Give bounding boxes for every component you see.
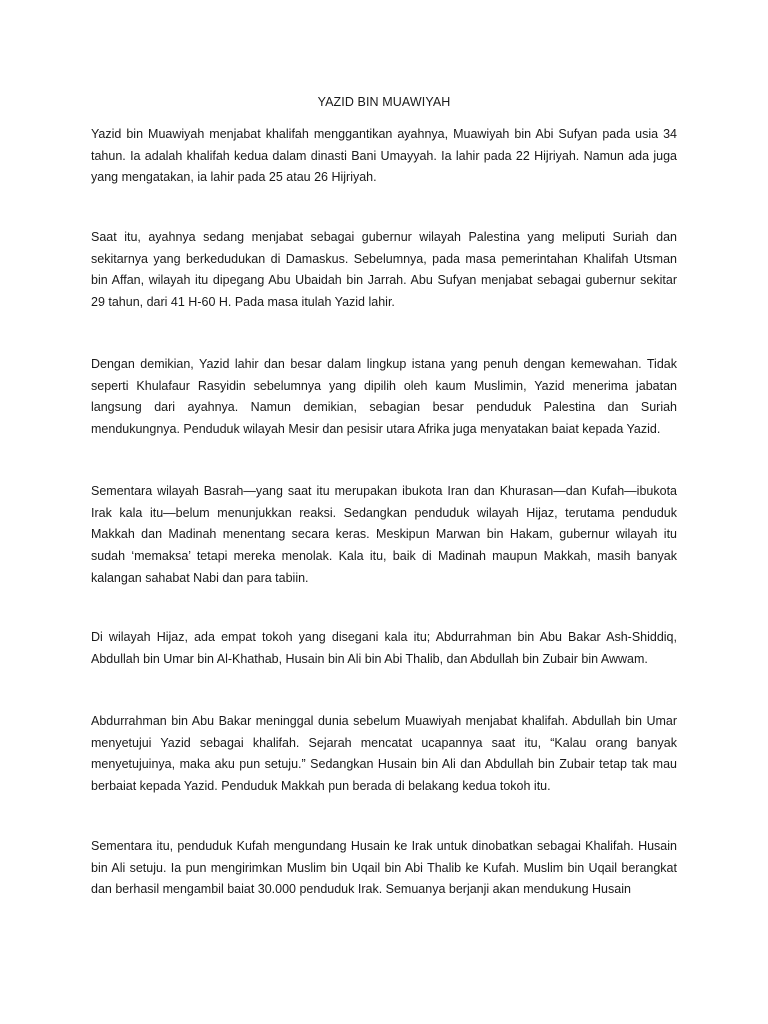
paragraph-6: Abdurrahman bin Abu Bakar meninggal dunia sebelum Muawiyah menjabat khalifah. Abdullah bin Umar menyetujui Yazid sebagai khalifah. Sejarah mencatat ucapannya saat itu, “Kalau orang banyak menyetujuinya, maka aku pun setuju.” Sedangkan Husain bin Ali dan Abdullah bin Zubair tetap tak mau berbaiat kepada Yazid. Penduduk Makkah pun berada di belakang kedua tokoh itu. [91,714,677,794]
document-title: YAZID BIN MUAWIYAH [317,95,451,109]
paragraph-3: Dengan demikian, Yazid lahir dan besar dalam lingkup istana yang penuh dengan kemewahan. Tidak seperti Khulafaur Rasyidin sebelumnya yang dipilih oleh kaum Muslimin, Yazid menerima jabatan langsung dari ayahnya. Namun demikian, sebagian besar penduduk Palestina dan Suriah mendukungnya. Penduduk wilayah Mesir dan pesisir utara Afrika juga menyatakan baiat kepada Yazid. [91,357,677,437]
paragraph-1: Yazid bin Muawiyah menjabat khalifah menggantikan ayahnya, Muawiyah bin Abi Sufyan pada usia 34 tahun. Ia adalah khalifah kedua dalam dinasti Bani Umayyah. Ia lahir pada 22 Hijriyah. Namun ada juga yang mengatakan, ia lahir pada 25 atau 26 Hijriyah. [91,127,677,185]
paragraph-4: Sementara wilayah Basrah—yang saat itu merupakan ibukota Iran dan Khurasan—dan Kufah—ibukota Irak kala itu—belum menunjukkan reaksi. Sedangkan penduduk wilayah Hijaz, terutama penduduk Makkah dan Madinah menentang secara keras. Meskipun Marwan bin Hakam, gubernur wilayah itu sudah ‘memaksa’ tetapi mereka menolak. Kala itu, baik di Madinah maupun Makkah, masih banyak kalangan sahabat Nabi dan para tabiin. [91,484,677,585]
paragraph-2: Saat itu, ayahnya sedang menjabat sebagai gubernur wilayah Palestina yang meliputi Suriah dan sekitarnya yang berkedudukan di Damaskus. Sebelumnya, pada masa pemerintahan Khalifah Utsman bin Affan, wilayah itu dipegang Abu Ubaidah bin Jarrah. Abu Sufyan menjabat sebagai gubernur sekitar 29 tahun, dari 41 H-60 H. Pada masa itulah Yazid lahir. [91,230,677,310]
paragraph-5: Di wilayah Hijaz, ada empat tokoh yang disegani kala itu; Abdurrahman bin Abu Bakar Ash-Shiddiq, Abdullah bin Umar bin Al-Khathab, Husain bin Ali bin Abi Thalib, dan Abdullah bin Zubair bin Awwam. [91,630,677,666]
paragraph-7: Sementara itu, penduduk Kufah mengundang Husain ke Irak untuk dinobatkan sebagai Khalifah. Husain bin Ali setuju. Ia pun mengirimkan Muslim bin Uqail bin Abi Thalib ke Kufah. Muslim bin Uqail berangkat dan berhasil mengambil baiat 30.000 penduduk Irak. Semuanya berjanji akan mendukung Husain [91,839,677,897]
